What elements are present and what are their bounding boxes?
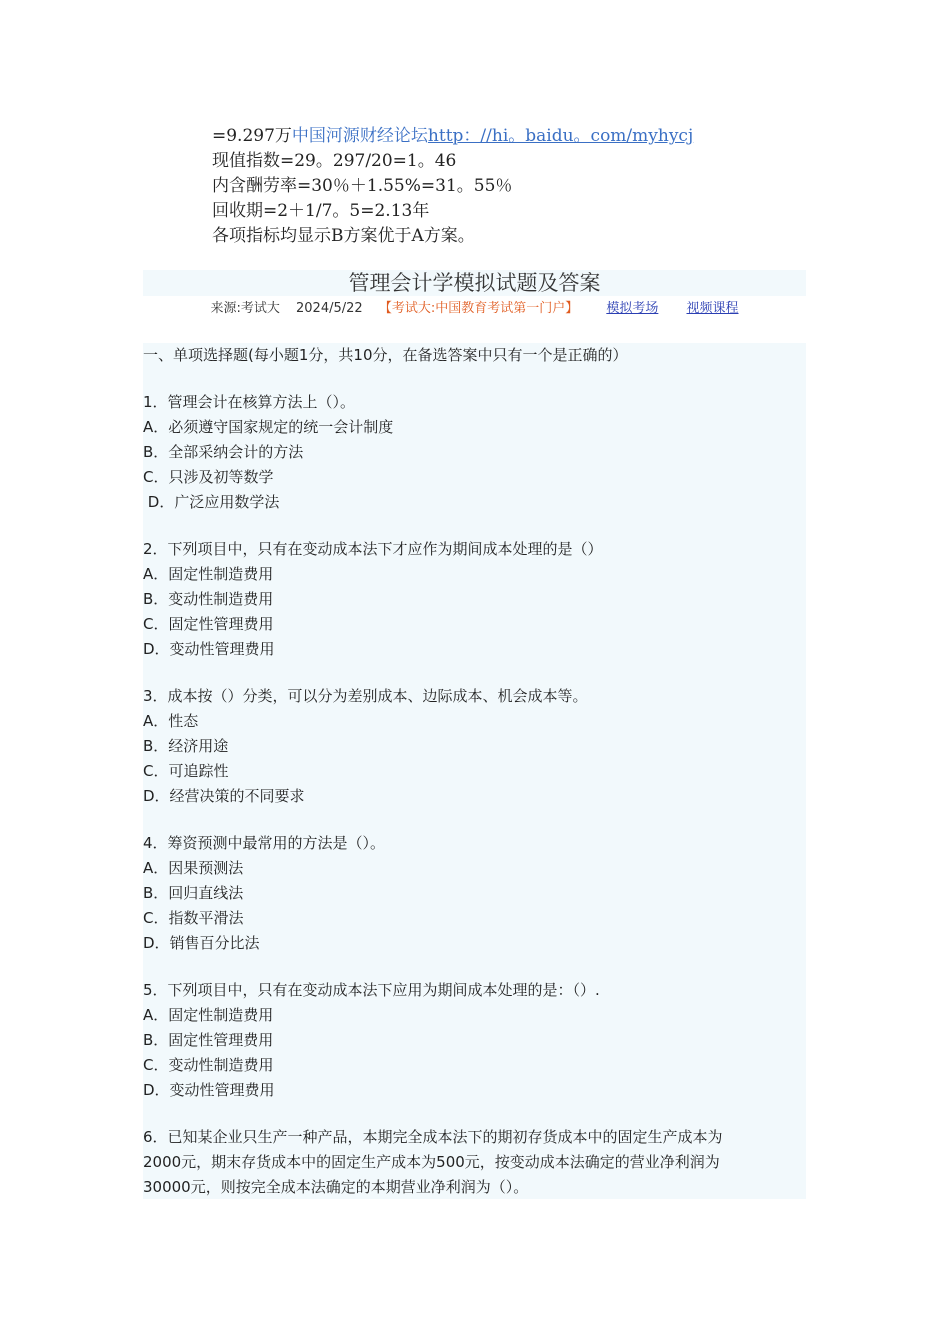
- option-d: D．广泛应用数学法: [143, 493, 280, 511]
- section-heading: 一、单项选择题(每小题1分，共10分，在备选答案中只有一个是正确的）: [143, 346, 628, 364]
- calculation-summary: [212, 124, 852, 249]
- option-a: A．性态: [143, 712, 199, 730]
- option-c: C．可追踪性: [143, 762, 229, 780]
- publish-date: 2024/5/22: [296, 301, 363, 316]
- question-4: [143, 831, 806, 956]
- option-c: C．固定性管理费用: [143, 615, 274, 633]
- question-text: 5．下列项目中，只有在变动成本法下应用为期间成本处理的是：（）.: [143, 981, 600, 999]
- payback-line: 回收期=2＋1/7。5=2.13年: [212, 201, 430, 221]
- option-a: A．因果预测法: [143, 859, 244, 877]
- option-c: C．只涉及初等数学: [143, 468, 274, 486]
- brand-link[interactable]: 【考试大:中国教育考试第一门户】: [378, 301, 579, 316]
- question-text-line-1: 6．已知某企业只生产一种产品，本期完全成本法下的期初存货成本中的固定生产成本为: [143, 1128, 723, 1146]
- forum-name[interactable]: 中国河源财经论坛: [291, 126, 428, 146]
- option-b: B．固定性管理费用: [143, 1031, 274, 1049]
- question-2: [143, 537, 806, 662]
- question-text: 3．成本按（）分类，可以分为差别成本、边际成本、机会成本等。: [143, 687, 588, 705]
- option-d: D．经营决策的不同要求: [143, 787, 305, 805]
- irr-line: 内含酬劳率=30％＋1.55%=31。55％: [212, 176, 513, 196]
- question-3: [143, 684, 806, 809]
- question-text-line-3: 30000元，则按完全成本法确定的本期营业净利润为（）。: [143, 1178, 529, 1196]
- question-text: 4．筹资预测中最常用的方法是（）。: [143, 834, 386, 852]
- npv-value: =9.297万: [212, 126, 292, 146]
- forum-url-link[interactable]: http：//hi。baidu。com/myhycj: [427, 126, 694, 146]
- option-c: C．指数平滑法: [143, 909, 244, 927]
- conclusion-line: 各项指标均显示B方案优于A方案。: [212, 226, 475, 246]
- question-text-line-2: 2000元，期末存货成本中的固定生产成本为500元，按变动成本法确定的营业净利润为: [143, 1153, 720, 1171]
- option-a: A．必须遵守国家规定的统一会计制度: [143, 418, 394, 436]
- question-6: [143, 1125, 806, 1200]
- option-b: B．回归直线法: [143, 884, 244, 902]
- question-text: 2．下列项目中，只有在变动成本法下才应作为期间成本处理的是（）: [143, 540, 603, 558]
- question-panel: [143, 343, 806, 1199]
- option-a: A．固定性制造费用: [143, 1006, 274, 1024]
- article: [143, 270, 806, 1196]
- option-b: B．全部采纳会计的方法: [143, 443, 304, 461]
- pi-line: 现值指数=29。297/20=1。46: [212, 151, 457, 171]
- option-d: D．变动性管理费用: [143, 1081, 275, 1099]
- question-1: [143, 390, 806, 515]
- option-a: A．固定性制造费用: [143, 565, 274, 583]
- option-b: B．经济用途: [143, 737, 229, 755]
- option-d: D．销售百分比法: [143, 934, 260, 952]
- article-title: 管理会计学模拟试题及答案: [143, 270, 806, 296]
- npv-line: [212, 124, 852, 149]
- option-b: B．变动性制造费用: [143, 590, 274, 608]
- question-5: [143, 978, 806, 1103]
- mock-exam-link[interactable]: 模拟考场: [606, 301, 659, 316]
- source-label: 来源:考试大: [210, 301, 280, 316]
- article-meta: [143, 296, 806, 321]
- question-text: 1．管理会计在核算方法上（）。: [143, 393, 356, 411]
- option-c: C．变动性制造费用: [143, 1056, 274, 1074]
- option-d: D．变动性管理费用: [143, 640, 275, 658]
- video-course-link[interactable]: 视频课程: [686, 301, 739, 316]
